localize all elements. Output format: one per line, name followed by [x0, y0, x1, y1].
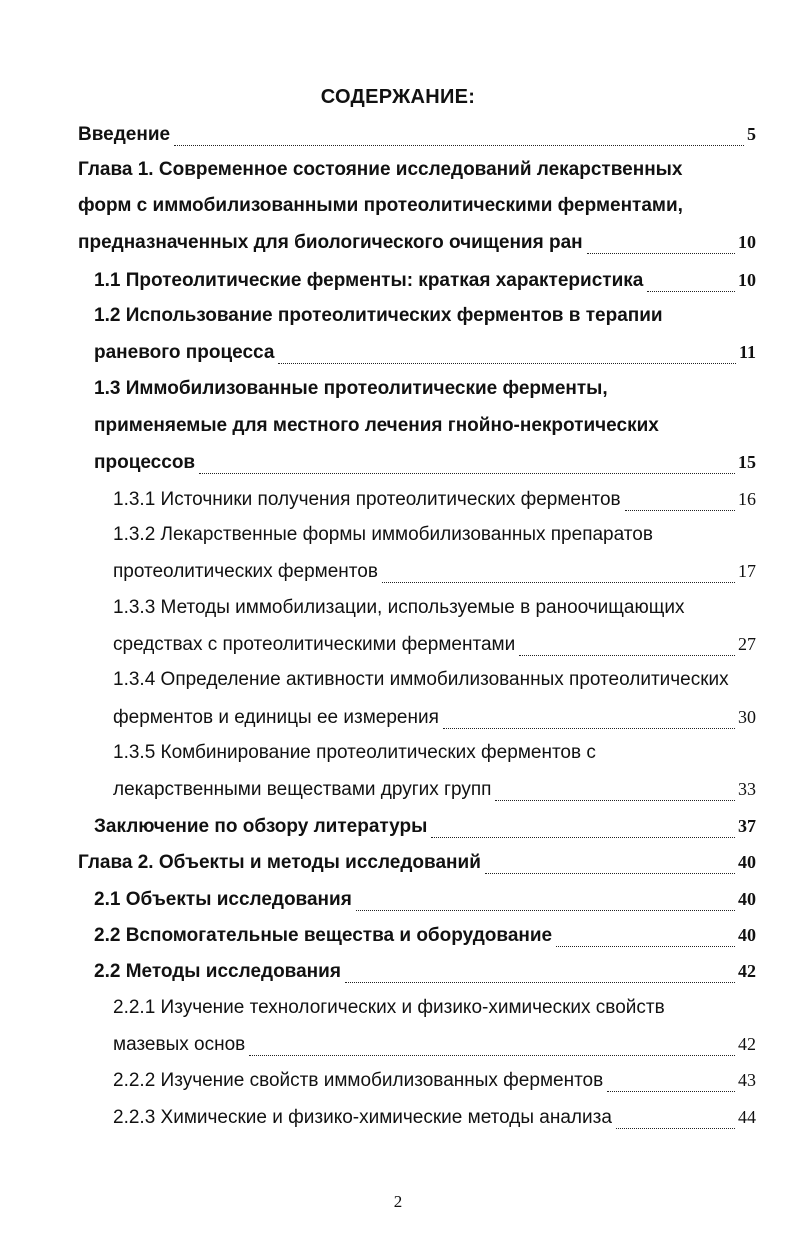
dot-leader	[345, 981, 735, 983]
toc-entry-label: протеолитических ферментов	[113, 561, 378, 582]
dot-leader	[647, 290, 735, 292]
toc-entry-1-3-end[interactable]	[0, 450, 796, 486]
dot-leader	[495, 799, 735, 801]
toc-entry-2-2-1-end[interactable]	[0, 1032, 796, 1068]
dot-leader	[174, 144, 744, 146]
toc-entry-1-3-5[interactable]	[0, 741, 796, 777]
toc-entry-label: предназначенных для биологического очищения ран	[78, 232, 583, 253]
toc-entry-label: средствах с протеолитическими ферментами	[113, 634, 516, 655]
toc-entry-1-3[interactable]	[0, 377, 796, 413]
toc-entry-2-2-1[interactable]	[0, 996, 796, 1032]
toc-entry-label: 2.2 Методы исследования	[94, 961, 341, 982]
dot-leader	[616, 1127, 735, 1129]
toc-entry-2-1[interactable]	[0, 887, 796, 923]
toc-entry-1-3-3[interactable]	[0, 596, 796, 632]
toc-entry-1-3-4[interactable]	[0, 668, 796, 704]
dot-leader	[587, 252, 735, 254]
toc-page-number: 27	[738, 634, 756, 654]
toc-entry-1-3-4-end[interactable]	[0, 705, 796, 741]
toc-entry-label: ферментов и единицы ее измерения	[113, 707, 439, 728]
dot-leader	[519, 654, 735, 656]
toc-entry-label: мазевых основ	[113, 1034, 246, 1055]
page-title: СОДЕРЖАНИЕ:	[320, 86, 476, 108]
toc-page-number: 16	[738, 489, 756, 509]
toc-page-number: 5	[747, 124, 756, 144]
toc-entry-label: применяемые для местного лечения гнойно-некротических	[94, 415, 659, 436]
toc-entry-2-2-3[interactable]	[0, 1105, 796, 1141]
toc-entry-label: Заключение по обзору литературы	[94, 816, 428, 837]
dot-leader	[431, 836, 735, 838]
dot-leader	[199, 472, 735, 474]
toc-entry-chapter-1-end[interactable]	[0, 230, 796, 266]
toc-entry-label: 2.2.1 Изучение технологических и физико-химических свойств	[113, 997, 665, 1018]
toc-entry-chapter-1[interactable]	[0, 158, 796, 194]
toc-entry-1-3-3-end[interactable]	[0, 632, 796, 668]
toc-page-number: 11	[738, 342, 756, 362]
toc-page-number: 42	[738, 961, 756, 981]
toc-page-number: 17	[738, 561, 756, 581]
toc-page-number: 37	[738, 816, 756, 836]
dot-leader	[356, 909, 735, 911]
toc-entry-1-3-cont[interactable]	[0, 414, 796, 450]
toc-entry-label: процессов	[94, 452, 196, 473]
toc-entry-label: Введение	[78, 124, 171, 145]
dot-leader	[556, 945, 735, 947]
toc-entry-label: 2.2.2 Изучение свойств иммобилизованных ферментов	[113, 1070, 604, 1091]
toc-entry-chapter-2[interactable]	[0, 850, 796, 886]
dot-leader	[443, 727, 735, 729]
toc-entry-2-2-aux[interactable]	[0, 923, 796, 959]
toc-entry-label: форм с иммобилизованными протеолитическими ферментами,	[78, 195, 683, 216]
toc-page-number: 40	[738, 889, 756, 909]
toc-entry-label: 1.3 Иммобилизованные протеолитические ферменты,	[94, 378, 608, 399]
toc-entry-conclusion[interactable]	[0, 814, 796, 850]
toc-entry-1-1[interactable]	[0, 268, 796, 304]
toc-entry-1-3-1[interactable]	[0, 487, 796, 523]
toc-entry-1-3-2[interactable]	[0, 523, 796, 559]
toc-entry-label: раневого процесса	[94, 342, 275, 363]
dot-leader	[382, 581, 735, 583]
toc-entry-label: 1.3.1 Источники получения протеолитических ферментов	[113, 489, 621, 510]
toc-page-number: 33	[738, 779, 756, 799]
dot-leader	[278, 362, 736, 364]
toc-entry-label: Глава 1. Современное состояние исследований лекарственных	[78, 159, 683, 180]
toc-entry-label: 1.2 Использование протеолитических ферментов в терапии	[94, 305, 663, 326]
toc-entry-label: 1.3.3 Методы иммобилизации, используемые в раноочищающих	[113, 597, 685, 618]
dot-leader	[625, 509, 735, 511]
toc-page-number: 40	[738, 852, 756, 872]
toc-entry-2-2-2[interactable]	[0, 1068, 796, 1104]
toc-page-number: 43	[738, 1070, 756, 1090]
toc-page-number: 40	[738, 925, 756, 945]
toc-entry-label: 1.3.2 Лекарственные формы иммобилизованных препаратов	[113, 524, 653, 545]
dot-leader	[485, 872, 735, 874]
toc-entry-label: 1.1 Протеолитические ферменты: краткая характеристика	[94, 270, 644, 291]
toc-page-number: 15	[738, 452, 756, 472]
toc-entry-introduction[interactable]	[0, 122, 796, 158]
toc-entry-label: лекарственными веществами других групп	[113, 779, 492, 800]
toc-page-number: 10	[738, 270, 756, 290]
dot-leader	[607, 1090, 735, 1092]
toc-page-number: 44	[738, 1107, 756, 1127]
toc-page-number: 30	[738, 707, 756, 727]
toc-entry-1-3-5-end[interactable]	[0, 777, 796, 813]
toc-entry-label: 2.2.3 Химические и физико-химические методы анализа	[113, 1107, 612, 1128]
toc-page-number: 42	[738, 1034, 756, 1054]
toc-entry-1-2-end[interactable]	[0, 340, 796, 376]
toc-entry-label: 1.3.5 Комбинирование протеолитических ферментов с	[113, 742, 596, 763]
page-number: 2	[393, 1192, 403, 1211]
toc-entry-label: Глава 2. Объекты и методы исследований	[78, 852, 481, 873]
toc-page-number: 10	[738, 232, 756, 252]
toc-entry-chapter-1-cont[interactable]	[0, 194, 796, 230]
dot-leader	[249, 1054, 735, 1056]
toc-entry-2-2-methods[interactable]	[0, 959, 796, 995]
toc-entry-label: 2.2 Вспомогательные вещества и оборудование	[94, 925, 553, 946]
toc-entry-1-2[interactable]	[0, 304, 796, 340]
toc-entry-label: 1.3.4 Определение активности иммобилизованных протеолитических	[113, 669, 729, 690]
toc-entry-1-3-2-end[interactable]	[0, 559, 796, 595]
toc-entry-label: 2.1 Объекты исследования	[94, 889, 352, 910]
